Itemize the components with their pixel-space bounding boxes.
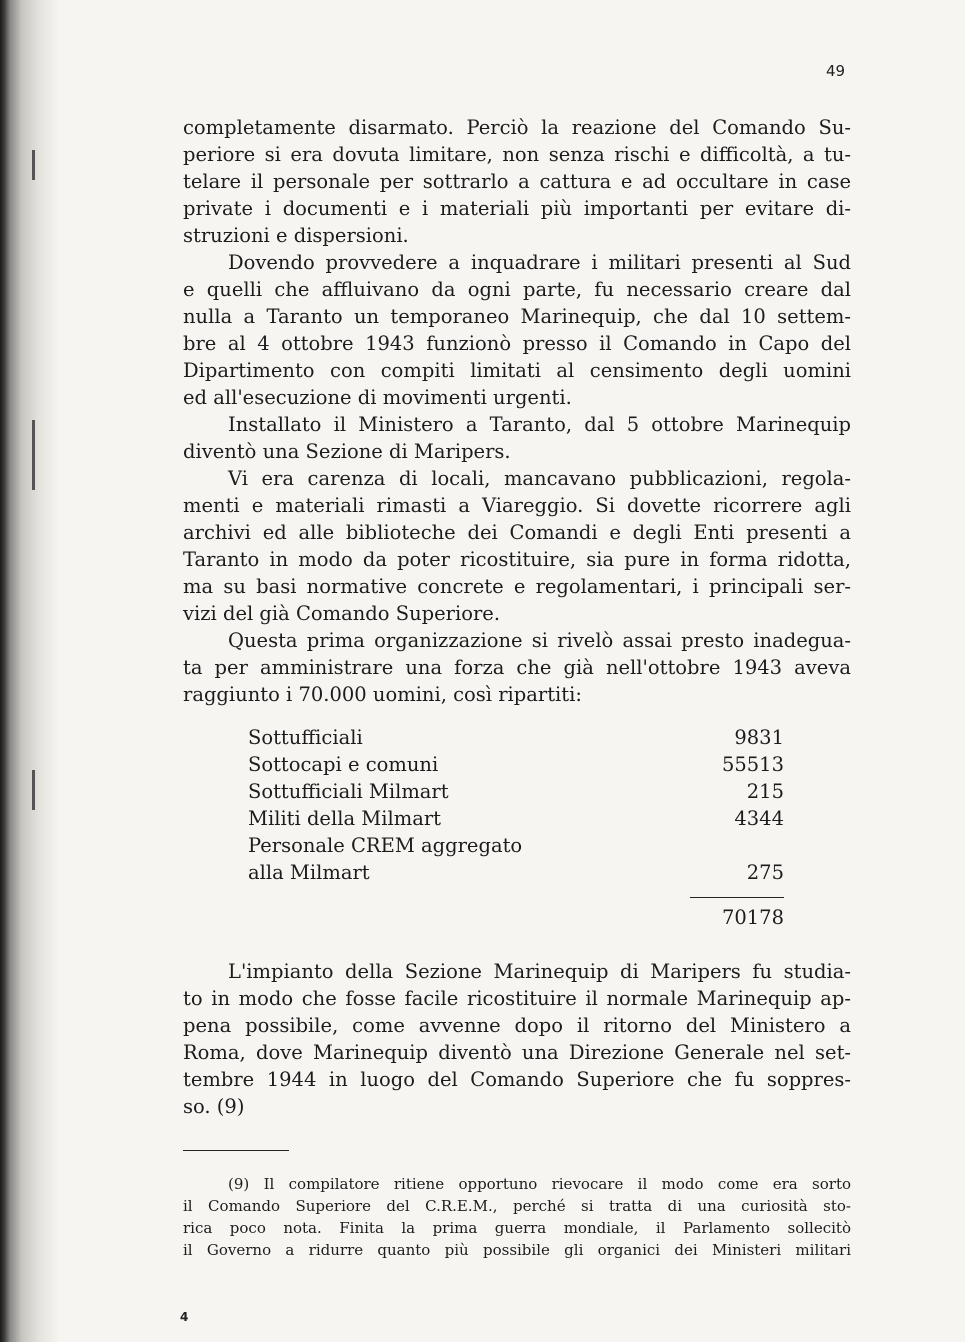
table-row xyxy=(248,726,784,752)
table-row xyxy=(248,807,784,833)
footnote-line: il Governo a ridurre quanto più possibile gli organici dei Ministeri militari xyxy=(183,1241,851,1259)
text-line: bre al 4 ottobre 1943 funzionò presso il Comando in Capo del xyxy=(183,332,851,355)
row-value: 215 xyxy=(746,780,784,803)
text-line: pena possibile, come avvenne dopo il ritorno del Ministero a xyxy=(183,1014,851,1037)
table-row xyxy=(248,861,784,887)
table-row xyxy=(248,753,784,779)
text-line: vizi del già Comando Superiore. xyxy=(183,602,501,625)
text-line: struzioni e dispersioni. xyxy=(183,224,409,247)
page-number: 49 xyxy=(826,62,846,80)
table-row xyxy=(248,780,784,806)
text-line: Roma, dove Marinequip diventò una Direzione Generale nel set- xyxy=(183,1041,851,1064)
row-value: 55513 xyxy=(721,753,784,776)
text-line: ta per amministrare una forza che già nell'ottobre 1943 aveva xyxy=(183,656,851,679)
text-line: L'impianto della Sezione Marinequip di Maripers fu studia- xyxy=(228,960,851,983)
row-label: Militi della Milmart xyxy=(248,807,441,830)
text-line: Questa prima organizzazione si rivelò assai presto inadegua- xyxy=(228,629,851,652)
table-row xyxy=(248,834,784,860)
text-line: Vi era carenza di locali, mancavano pubblicazioni, regola- xyxy=(228,467,851,490)
edge-mark xyxy=(32,420,35,490)
footnote-rule xyxy=(183,1150,289,1151)
signature-mark: 4 xyxy=(180,1310,189,1324)
total-value: 70178 xyxy=(721,906,784,929)
text-line: telare il personale per sottrarlo a cattura e ad occultare in case xyxy=(183,170,851,193)
text-line: periore si era dovuta limitare, non senza rischi e difficoltà, a tu- xyxy=(183,143,851,166)
text-line: Installato il Ministero a Taranto, dal 5 ottobre Marinequip xyxy=(228,413,851,436)
text-line: ed all'esecuzione di movimenti urgenti. xyxy=(183,386,572,409)
text-line: Taranto in modo da poter ricostituire, sia pure in forma ridotta, xyxy=(183,548,851,571)
text-line: to in modo che fosse facile ricostituire il normale Marinequip ap- xyxy=(183,987,851,1010)
text-line: nulla a Taranto un temporaneo Marinequip, che dal 10 settem- xyxy=(183,305,851,328)
text-line: completamente disarmato. Perciò la reazione del Comando Su- xyxy=(183,116,851,139)
footnote-line: rica poco nota. Finita la prima guerra mondiale, il Parlamento sollecitò xyxy=(183,1219,851,1237)
row-label: Sottufficiali xyxy=(248,726,363,749)
text-line: ma su basi normative concrete e regolamentari, i principali ser- xyxy=(183,575,851,598)
table-total-row xyxy=(248,906,784,932)
text-line: Dovendo provvedere a inquadrare i militari presenti al Sud xyxy=(228,251,851,274)
row-label: Personale CREM aggregato xyxy=(248,834,523,857)
row-label: Sottufficiali Milmart xyxy=(248,780,449,803)
row-value: 4344 xyxy=(734,807,784,830)
text-line: so. (9) xyxy=(183,1095,245,1118)
edge-mark xyxy=(32,770,35,810)
text-line: raggiunto i 70.000 uomini, così ripartiti: xyxy=(183,683,582,706)
text-line: tembre 1944 in luogo del Comando Superiore che fu soppres- xyxy=(183,1068,851,1091)
row-value: 9831 xyxy=(734,726,784,749)
text-line: diventò una Sezione di Maripers. xyxy=(183,440,511,463)
text-line: private i documenti e i materiali più importanti per evitare di- xyxy=(183,197,851,220)
footnote-line: il Comando Superiore del C.R.E.M., perché si tratta di una curiosità sto- xyxy=(183,1197,851,1215)
text-line: menti e materiali rimasti a Viareggio. Si dovette ricorrere agli xyxy=(183,494,851,517)
text-line: archivi ed alle biblioteche dei Comandi e degli Enti presenti a xyxy=(183,521,851,544)
text-line: Dipartimento con compiti limitati al censimento degli uomini xyxy=(183,359,851,382)
row-label: alla Milmart xyxy=(248,861,370,884)
total-rule xyxy=(690,897,784,898)
footnote-line: (9) Il compilatore ritiene opportuno rievocare il modo come era sorto xyxy=(228,1175,851,1193)
text-line: e quelli che affluivano da ogni parte, fu necessario creare dal xyxy=(183,278,851,301)
row-label: Sottocapi e comuni xyxy=(248,753,439,776)
edge-mark xyxy=(32,150,35,180)
row-value: 275 xyxy=(746,861,784,884)
binding-shadow xyxy=(0,0,60,1342)
